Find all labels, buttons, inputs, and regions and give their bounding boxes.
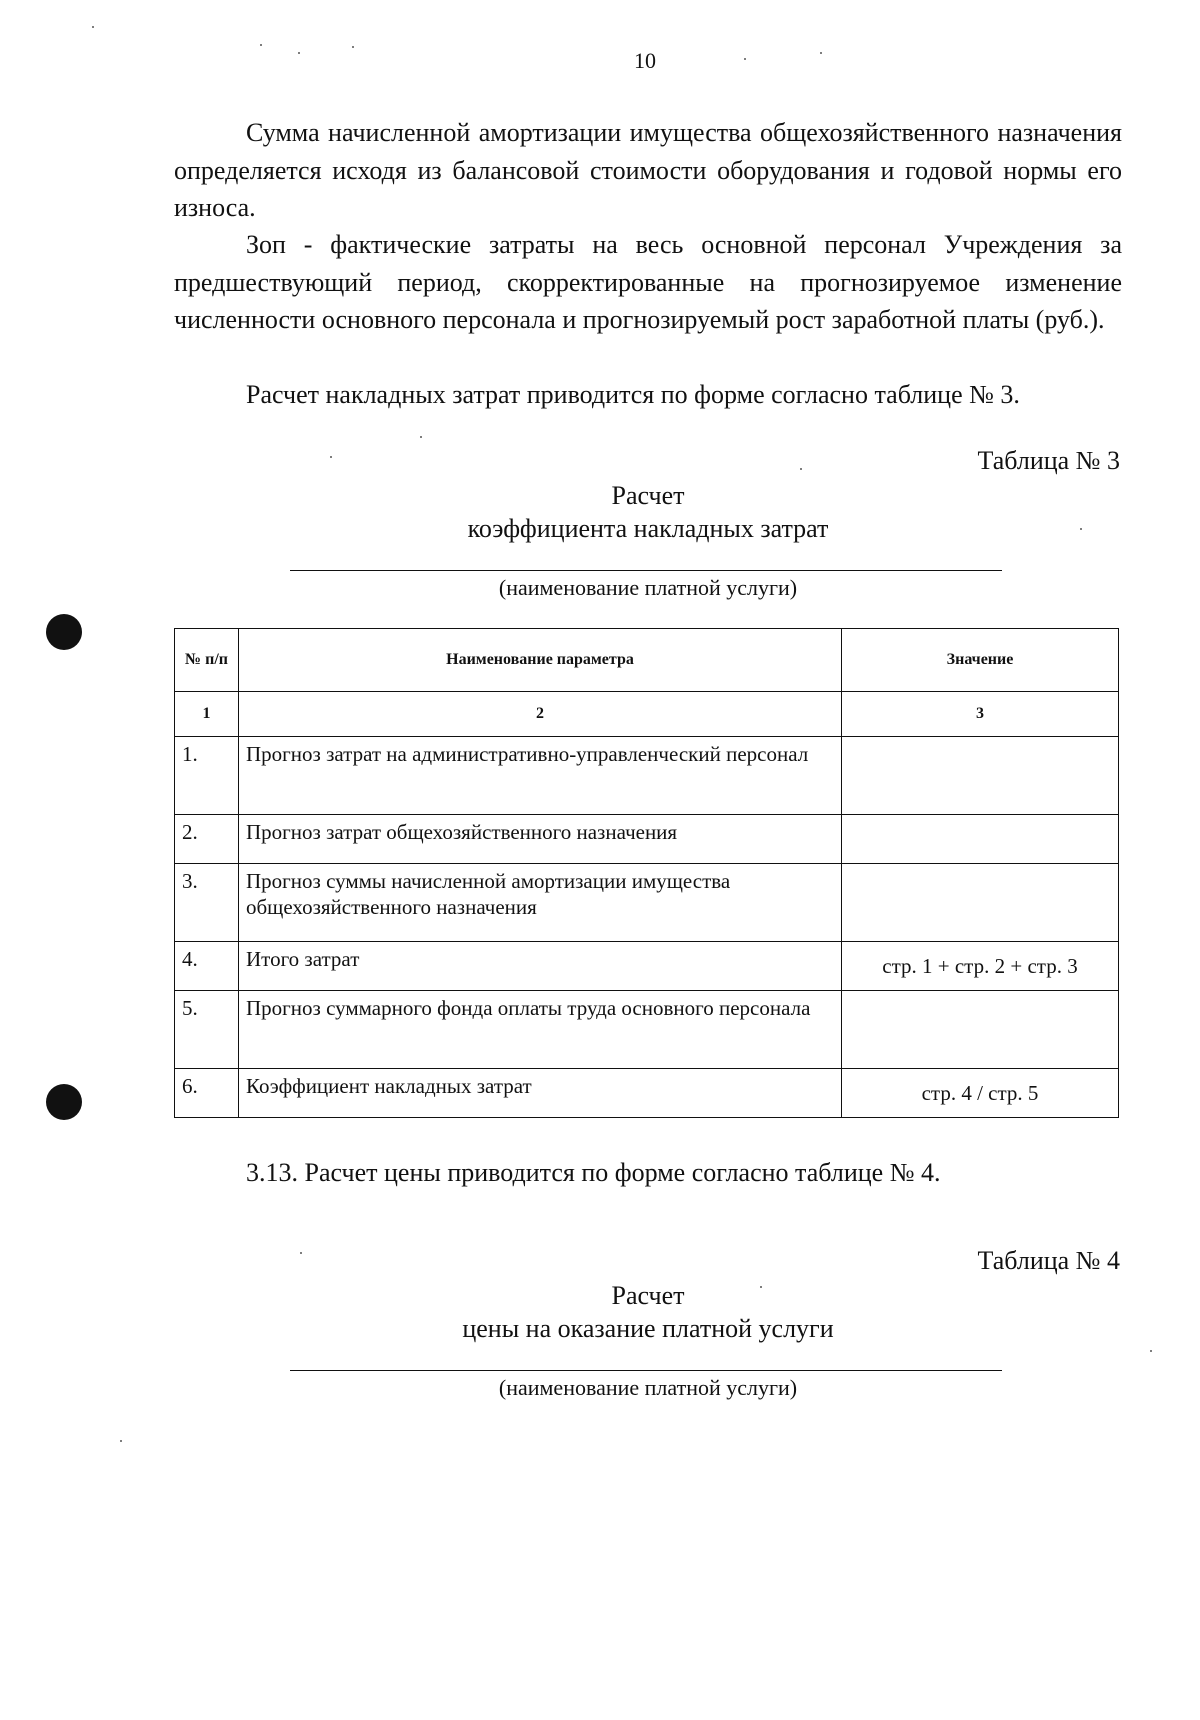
row-parameter-name: Прогноз суммы начисленной амортизации имущества общехозяйственного назначения	[239, 864, 842, 942]
paragraph-amortization: Сумма начисленной амортизации имущества общехозяйственного назначения определяется исходя из балансовой стоимости оборудования и годовой нормы его износа.	[174, 118, 1122, 222]
row-parameter-name: Прогноз затрат общехозяйственного назначения	[239, 815, 842, 864]
row-number: 2.	[175, 815, 239, 864]
table4-title-line1: Расчет	[611, 1281, 685, 1310]
row-value	[842, 864, 1119, 942]
table-row	[175, 942, 1119, 991]
row-value	[842, 991, 1119, 1069]
section-3-13: 3.13. Расчет цены приводится по форме согласно таблице № 4.	[246, 1158, 941, 1187]
table3-caption: Таблица № 3	[977, 446, 1120, 475]
table4-service-hint: (наименование платной услуги)	[498, 1375, 798, 1400]
header-parameter-name: Наименование параметра	[239, 629, 842, 692]
row-parameter-name: Прогноз затрат на административно-управленческий персонал	[239, 737, 842, 815]
column-number-1: 1	[175, 692, 239, 737]
row-number: 1.	[175, 737, 239, 815]
row-value: стр. 4 / стр. 5	[842, 1069, 1119, 1118]
table3-title-line2: коэффициента накладных затрат	[467, 514, 829, 543]
page-number: 10	[634, 48, 656, 73]
table-row	[175, 991, 1119, 1069]
header-number: № п/п	[175, 629, 239, 692]
overhead-coefficient-table	[174, 628, 1119, 1118]
header-value: Значение	[842, 629, 1119, 692]
table4-title	[0, 1279, 1200, 1345]
row-value	[842, 737, 1119, 815]
table-row	[175, 815, 1119, 864]
row-number: 4.	[175, 942, 239, 991]
punch-hole-mark	[46, 1084, 82, 1120]
paragraph-overhead-reference: Расчет накладных затрат приводится по форме согласно таблице № 3.	[246, 380, 1020, 409]
row-parameter-name: Коэффициент накладных затрат	[239, 1069, 842, 1118]
table4-title-line2: цены на оказание платной услуги	[462, 1314, 834, 1343]
row-value	[842, 815, 1119, 864]
row-number: 5.	[175, 991, 239, 1069]
table4-service-blank-line	[290, 1370, 1002, 1371]
column-number-row	[175, 692, 1119, 737]
row-parameter-name: Итого затрат	[239, 942, 842, 991]
table3-title	[0, 479, 1200, 545]
row-number: 3.	[175, 864, 239, 942]
table3-title-line1: Расчет	[611, 481, 685, 510]
table-row	[175, 1069, 1119, 1118]
table3-service-blank-line	[290, 570, 1002, 571]
column-number-2: 2	[239, 692, 842, 737]
row-parameter-name: Прогноз суммарного фонда оплаты труда основного персонала	[239, 991, 842, 1069]
table3-service-hint: (наименование платной услуги)	[498, 575, 798, 600]
column-number-3: 3	[842, 692, 1119, 737]
paragraph-zop-definition: Зоп - фактические затраты на весь основной персонал Учреждения за предшествующий период, скорректированные на прогнозируемое изменение численности основного персонала и прогнозируемый рост заработной платы (руб.).	[174, 230, 1122, 334]
row-value: стр. 1 + стр. 2 + стр. 3	[842, 942, 1119, 991]
table4-caption: Таблица № 4	[977, 1246, 1120, 1275]
punch-hole-mark	[46, 614, 82, 650]
table-row	[175, 737, 1119, 815]
row-number: 6.	[175, 1069, 239, 1118]
table-header-row	[175, 629, 1119, 692]
table-row	[175, 864, 1119, 942]
